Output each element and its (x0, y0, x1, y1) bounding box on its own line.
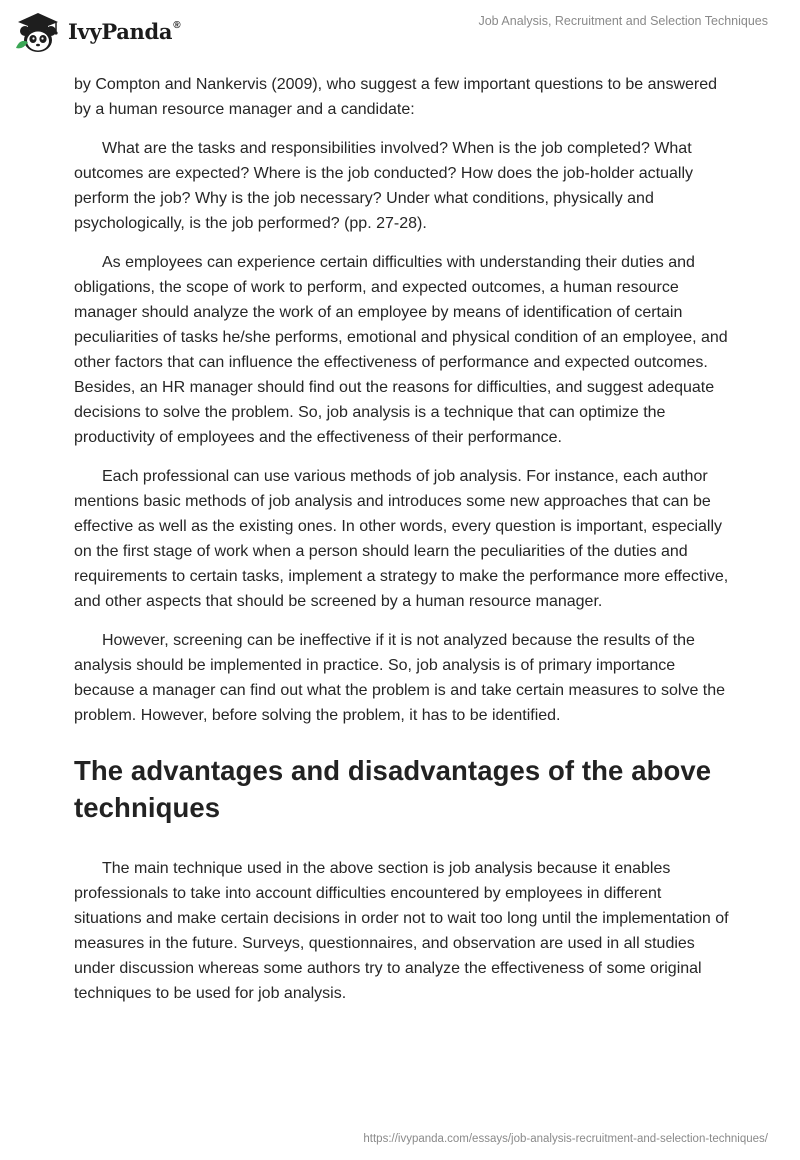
paragraph-screening: However, screening can be ineffective if it is not analyzed because the results of the analysis should be implemented in practice. So, job analysis is of primary importance because a manager can find out what the problem is and take certain measures to solve the problem. However, before solving the problem, it has to be identified. (74, 632, 726, 724)
ivypanda-logo[interactable] (14, 8, 180, 54)
page-header (0, 0, 800, 62)
paragraph-intro: by Compton and Nankervis (2009), who suggest a few important questions to be answered by a human resource manager and a candidate: (74, 76, 718, 118)
section-heading: The advantages and disadvantages of the above techniques (74, 755, 712, 823)
brand-name: IvyPanda® (68, 18, 181, 44)
panda-graduate-icon (14, 8, 64, 54)
paragraph-quote: What are the tasks and responsibilities involved? When is the job completed? What outcomes are expected? Where is the job conducted? How does the job-holder actually perform the job? Why is the job necessary? Under what conditions, physically and psychologically, is the job performed? (pp. 27-28). (74, 140, 694, 232)
paragraph-difficulties: As employees can experience certain difficulties with understanding their duties and obligations, the scope of work to perform, and expected outcomes, a human resource manager should analyze the work of an employee by means of identification of certain peculiarities of tasks he/she performs, emotional and physical condition of an employee, and other factors that can influence the effectiveness of performance and expected outcomes. Besides, an HR manager should find out the reasons for difficulties, and suggest adequate decisions to solve the problem. So, job analysis is a technique that can optimize the productivity of employees and the effectiveness of their performance. (74, 254, 728, 446)
registered-mark: ® (173, 19, 181, 31)
paragraph-methods: Each professional can use various methods of job analysis. For instance, each author mentions basic methods of job analysis and introduces some new approaches that can be effective as well as the existing ones. In other words, every question is important, especially on the first stage of work when a person should learn the peculiarities of the duties and requirements to certain tasks, implement a strategy to make the performance more effective, and other aspects that should be screened by a human resource manager. (74, 468, 729, 610)
paragraph-main-technique: The main technique used in the above section is job analysis because it enables professionals to take into account difficulties encountered by employees in different situations and make certain decisions in order not to wait too long until the implementation of measures in the future. Surveys, questionnaires, and observation are used in all studies under discussion whereas some authors try to analyze the effectiveness of some original techniques to be used for job analysis. (74, 860, 729, 1002)
document-title: Job Analysis, Recruitment and Selection Techniques (478, 14, 768, 28)
essay-body (74, 72, 730, 1020)
source-url-link[interactable]: https://ivypanda.com/essays/job-analysis-recruitment-and-selection-techniques/ (363, 1133, 768, 1145)
